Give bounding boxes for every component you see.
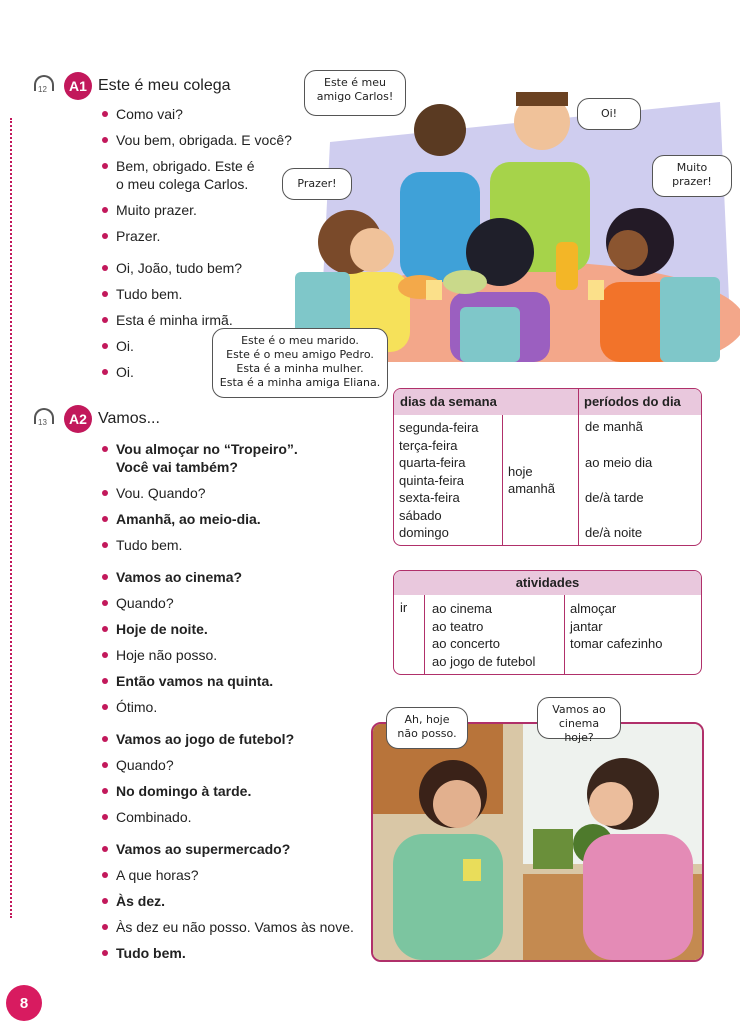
dialogue-line: Vou. Quando? xyxy=(100,484,365,510)
speech-bubble-right: Vamos ao cinema hoje? xyxy=(537,697,621,739)
dialogue-line: Oi. xyxy=(100,337,300,363)
dialogue-line: Às dez eu não posso. Vamos às nove. xyxy=(100,918,365,944)
day-item: quarta-feira xyxy=(399,455,466,470)
header-activities: atividades xyxy=(515,575,580,590)
speech-bubble-left: Ah, hoje não posso. xyxy=(386,707,468,749)
place-item: ao teatro xyxy=(432,618,484,634)
header-periods: períodos do dia xyxy=(584,394,681,409)
activity-item: jantar xyxy=(570,618,603,634)
days-periods-table xyxy=(393,388,702,546)
dialogue-line: Combinado. xyxy=(100,808,365,834)
speech-bubble-muito-prazer: Muito prazer! xyxy=(652,155,732,197)
dialogue-line: Quando? xyxy=(100,594,365,620)
when-list xyxy=(508,463,555,497)
day-item: terça-feira xyxy=(399,437,458,453)
day-item: sexta-feira xyxy=(399,490,460,505)
speech-bubble-introductions: Este é o meu marido. Este é o meu amigo Pedro. Esta é a minha mulher. Esta é a minha amiga Eliana. xyxy=(212,328,388,398)
dialogue-line: Amanhã, ao meio-dia. xyxy=(100,510,365,536)
day-item: sábado xyxy=(399,507,442,523)
verb-ir: ir xyxy=(400,600,408,615)
speech-bubble-carlos: Este é meu amigo Carlos! xyxy=(304,70,406,116)
dialogue-line: Hoje de noite. xyxy=(100,620,365,646)
dialogue-line: Tudo bem. xyxy=(100,536,365,562)
places-list xyxy=(432,600,535,670)
dialogue-line: Tudo bem. xyxy=(100,944,365,970)
activity-item: almoçar xyxy=(570,601,617,616)
dialogue-a2 xyxy=(100,440,365,970)
dialogue-line: Tudo bem. xyxy=(100,285,300,311)
dialogue-line: Ótimo. xyxy=(100,698,365,724)
dialogue-line: Então vamos na quinta. xyxy=(100,672,365,698)
speech-bubble-oi: Oi! xyxy=(577,98,641,130)
dialogue-line: Oi, João, tudo bem? xyxy=(100,259,300,285)
audio-track-icon[interactable]: 13 xyxy=(32,408,58,430)
day-item: domingo xyxy=(399,525,449,540)
dialogue-line: Vou bem, obrigada. E você? xyxy=(100,131,300,157)
dialogue-line: Quando? xyxy=(100,756,365,782)
section-title-a2: Vamos... xyxy=(98,410,160,427)
place-item: ao concerto xyxy=(432,636,500,651)
activity-item: tomar cafezinho xyxy=(570,636,663,651)
period-item: ao meio dia xyxy=(585,455,653,470)
dialogue-line: Esta é minha irmã. xyxy=(100,311,300,337)
day-item: quinta-feira xyxy=(399,472,465,488)
dialogue-line: No domingo à tarde. xyxy=(100,782,365,808)
two-women-kitchen-photo xyxy=(371,722,704,962)
period-item: de manhã xyxy=(585,419,643,434)
section-badge-a1: A1 xyxy=(64,72,92,100)
dialogue-line: Muito prazer. xyxy=(100,201,300,227)
other-activities-list xyxy=(570,600,663,653)
dialogue-line: Hoje não posso. xyxy=(100,646,365,672)
dialogue-line: A que horas? xyxy=(100,866,365,892)
day-item: segunda-feira xyxy=(399,420,479,435)
when-item: amanhã xyxy=(508,481,555,496)
dialogue-line: Bem, obrigado. Este é o meu colega Carlos. xyxy=(100,157,300,201)
friends-at-table-illustration xyxy=(290,92,740,362)
activities-table xyxy=(393,570,702,675)
dialogue-line: Vamos ao jogo de futebol? xyxy=(100,730,365,756)
audio-track-icon[interactable]: 12 xyxy=(32,75,58,97)
dialogue-line: Vamos ao supermercado? xyxy=(100,840,365,866)
section-a2-header xyxy=(32,405,160,433)
dialogue-line: Vamos ao cinema? xyxy=(100,568,365,594)
margin-dotted-line xyxy=(10,118,12,918)
speech-bubble-prazer: Prazer! xyxy=(282,168,352,200)
place-item: ao cinema xyxy=(432,601,492,616)
period-item: de/à noite xyxy=(585,525,643,540)
dialogue-line: Às dez. xyxy=(100,892,365,918)
period-item: de/à tarde xyxy=(585,490,644,505)
dialogue-line: Vou almoçar no “Tropeiro”. Você vai também? xyxy=(100,440,365,484)
section-badge-a2: A2 xyxy=(64,405,92,433)
section-title-a1: Este é meu colega xyxy=(98,77,231,94)
dialogue-line: Prazer. xyxy=(100,227,300,253)
header-days: dias da semana xyxy=(400,394,497,409)
days-list xyxy=(399,419,479,542)
section-a1-header xyxy=(32,72,231,100)
place-item: ao jogo de futebol xyxy=(432,653,536,669)
dialogue-line: Como vai? xyxy=(100,105,300,131)
dialogue-line: Oi. xyxy=(100,363,300,389)
page-number: 8 xyxy=(6,985,42,1021)
when-item: hoje xyxy=(508,464,533,479)
